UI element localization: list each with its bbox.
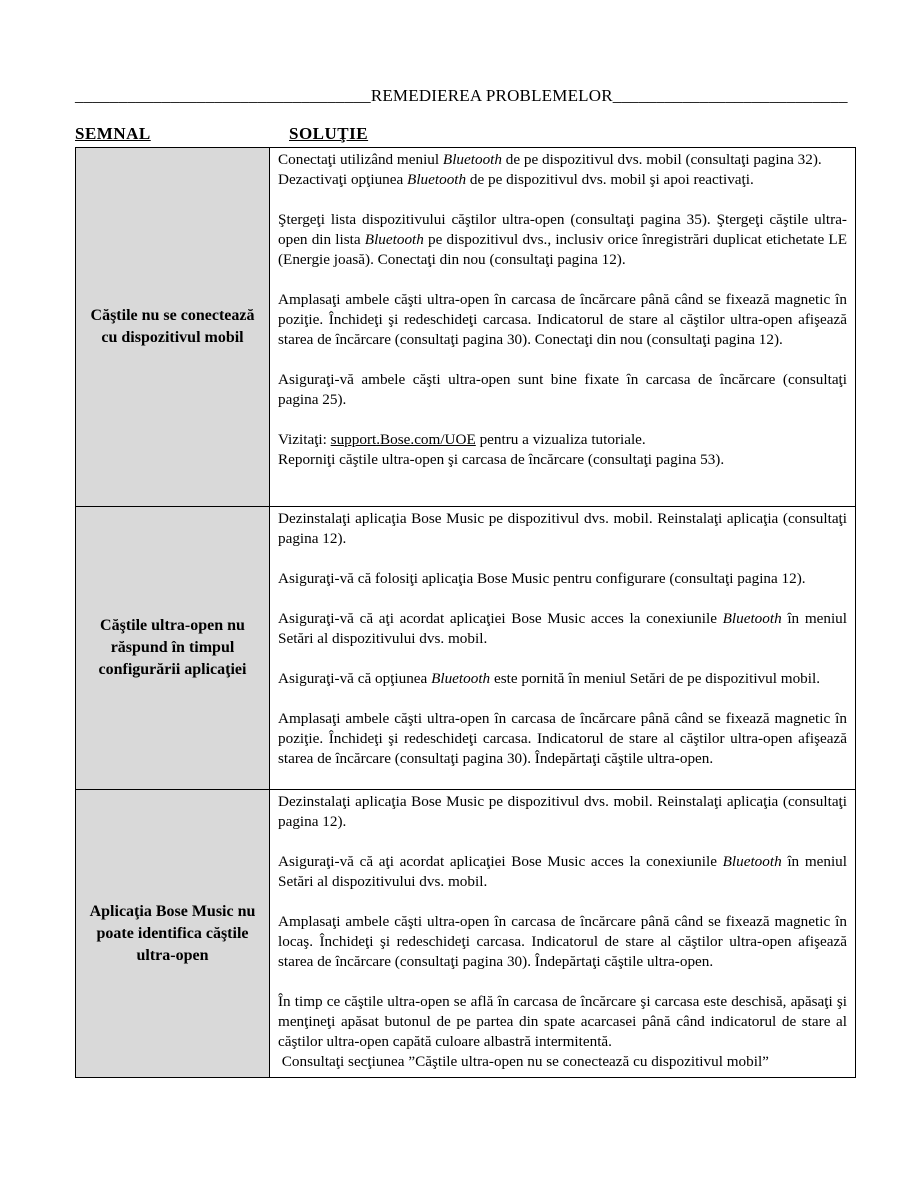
text-segment: este pornită în meniul Setări de pe dispozitivul mobil. bbox=[490, 670, 821, 687]
table-row bbox=[76, 790, 855, 1077]
text-segment: de pe dispozitivul dvs. mobil şi apoi reactivaţi. bbox=[466, 171, 754, 188]
text-segment: Reporniţi căştile ultra-open şi carcasa de încărcare (consultaţi pagina 53). bbox=[278, 451, 725, 468]
text-segment: de pe dispozitivul dvs. mobil (consultaţi pagina 32). bbox=[501, 151, 822, 168]
text-segment: Consultaţi secţiunea ”Căştile ultra-open nu se conectează cu dispozitivul mobil” bbox=[278, 1053, 769, 1070]
text-segment: Asiguraţi-vă că aţi acordat aplicaţiei Bose Music acces la conexiunile bbox=[278, 853, 723, 870]
troubleshooting-table bbox=[75, 147, 856, 1078]
text-segment: Asiguraţi-vă ambele căşti ultra-open sunt bine fixate în carcasa de încărcare (consultaţi pagina 25). bbox=[278, 371, 847, 408]
solution-paragraph bbox=[278, 912, 847, 972]
text-segment: în meniul Setări al dispozitivului dvs. mobil. bbox=[278, 610, 847, 647]
signal-cell bbox=[76, 507, 270, 789]
title-rule-right: ___________________________ bbox=[612, 86, 848, 105]
solution-paragraph bbox=[278, 430, 847, 450]
solution-paragraph bbox=[278, 709, 847, 769]
italic-term: Bluetooth bbox=[442, 151, 502, 168]
signal-label: Căştile ultra-open nu răspund în timpul configurării aplicaţiei bbox=[98, 617, 247, 678]
signal-label: Căştile nu se conectează cu dispozitivul mobil bbox=[90, 307, 255, 346]
support-link[interactable]: support.Bose.com/UOE bbox=[330, 431, 476, 448]
solution-paragraph bbox=[278, 569, 847, 589]
italic-term: Bluetooth bbox=[431, 670, 491, 687]
solution-paragraph bbox=[278, 669, 847, 689]
solution-paragraph bbox=[278, 792, 847, 832]
italic-term: Bluetooth bbox=[722, 853, 782, 870]
solution-cell bbox=[270, 148, 855, 506]
page-title: REMEDIEREA PROBLEMELOR bbox=[370, 86, 613, 105]
solution-cell bbox=[270, 507, 855, 789]
solution-paragraph bbox=[278, 852, 847, 892]
text-segment: în meniul Setări al dispozitivului dvs. mobil. bbox=[278, 853, 847, 890]
text-segment: În timp ce căştile ultra-open se află în carcasa de încărcare şi carcasa este deschisă, apăsaţi şi menţineţi apăsat butonul de pe partea din spate acarcasei până când indicatorul de stare al căştilor ultra-open capătă culoare albastră intermitentă. bbox=[278, 993, 847, 1050]
column-header-solution: SOLUŢIE bbox=[289, 124, 369, 143]
text-segment: pe dispozitivul dvs., inclusiv orice înregistrări duplicat etichetate LE (Energie joasă). Conectaţi din nou (consultaţi pagina 12). bbox=[278, 231, 847, 268]
solution-paragraph bbox=[278, 150, 847, 170]
text-segment: Conectaţi utilizând meniul bbox=[278, 151, 443, 168]
solution-cell bbox=[270, 790, 855, 1077]
text-segment: Asiguraţi-vă că folosiţi aplicaţia Bose Music pentru configurare (consultaţi pagina 12). bbox=[278, 570, 806, 587]
solution-paragraph bbox=[278, 370, 847, 410]
italic-term: Bluetooth bbox=[407, 171, 467, 188]
signal-label: Aplicaţia Bose Music nu poate identifica căştile ultra-open bbox=[89, 902, 256, 964]
signal-cell bbox=[76, 148, 270, 506]
solution-paragraph bbox=[278, 450, 847, 470]
solution-paragraph bbox=[278, 992, 847, 1052]
italic-term: Bluetooth bbox=[722, 610, 782, 627]
solution-paragraph bbox=[278, 609, 847, 649]
text-segment: Dezinstalaţi aplicaţia Bose Music pe dispozitivul dvs. mobil. Reinstalaţi aplicaţia (consultaţi pagina 12). bbox=[278, 793, 847, 830]
solution-paragraph bbox=[278, 210, 847, 270]
table-row bbox=[76, 148, 855, 507]
italic-term: Bluetooth bbox=[364, 231, 424, 248]
solution-paragraph bbox=[278, 290, 847, 350]
text-segment: Amplasaţi ambele căşti ultra-open în carcasa de încărcare până când se fixează magnetic în poziţie. Închideţi şi redeschideţi carcasa. Indicatorul de stare al căştilor ultra-open afişează starea de încărcare (consultaţi pagina 30). Îndepărtaţi căştile ultra-open. bbox=[278, 710, 847, 767]
solution-paragraph bbox=[278, 509, 847, 549]
table-row bbox=[76, 507, 855, 790]
text-segment: Amplasaţi ambele căşti ultra-open în carcasa de încărcare până când se fixează magnetic în locaş. Închideţi şi redeschideţi carcasa. Indicatorul de stare al căştilor ultra-open afişează starea de încărcare (consultaţi pagina 30). Îndepărtaţi căştile ultra-open. bbox=[278, 913, 847, 970]
text-segment: pentru a vizualiza tutoriale. bbox=[475, 431, 646, 448]
table-column-headers bbox=[75, 124, 858, 147]
text-segment: Ştergeţi lista dispozitivului căştilor ultra-open (consultaţi pagina 35). Ştergeţi căştile ultra-open din lista bbox=[278, 211, 847, 248]
text-segment: Amplasaţi ambele căşti ultra-open în carcasa de încărcare până când se fixează magnetic în poziţie. Închideţi şi redeschideţi carcasa. Indicatorul de stare al căştilor ultra-open afişează starea de încărcare (consultaţi pagina 30). Conectaţi din nou (consultaţi pagina 12). bbox=[278, 291, 847, 348]
text-segment: Asiguraţi-vă că aţi acordat aplicaţiei Bose Music acces la conexiunile bbox=[278, 610, 723, 627]
page-title-line bbox=[75, 86, 858, 106]
column-header-signal: SEMNAL bbox=[75, 124, 151, 143]
text-segment: Vizitaţi: bbox=[278, 431, 331, 448]
title-rule-left: __________________________________ bbox=[75, 86, 371, 105]
text-segment: Dezactivaţi opţiunea bbox=[278, 171, 408, 188]
text-segment: Dezinstalaţi aplicaţia Bose Music pe dispozitivul dvs. mobil. Reinstalaţi aplicaţia (consultaţi pagina 12). bbox=[278, 510, 847, 547]
solution-paragraph bbox=[278, 170, 847, 190]
solution-paragraph bbox=[278, 1052, 847, 1072]
signal-cell bbox=[76, 790, 270, 1077]
text-segment: Asiguraţi-vă că opţiunea bbox=[278, 670, 432, 687]
